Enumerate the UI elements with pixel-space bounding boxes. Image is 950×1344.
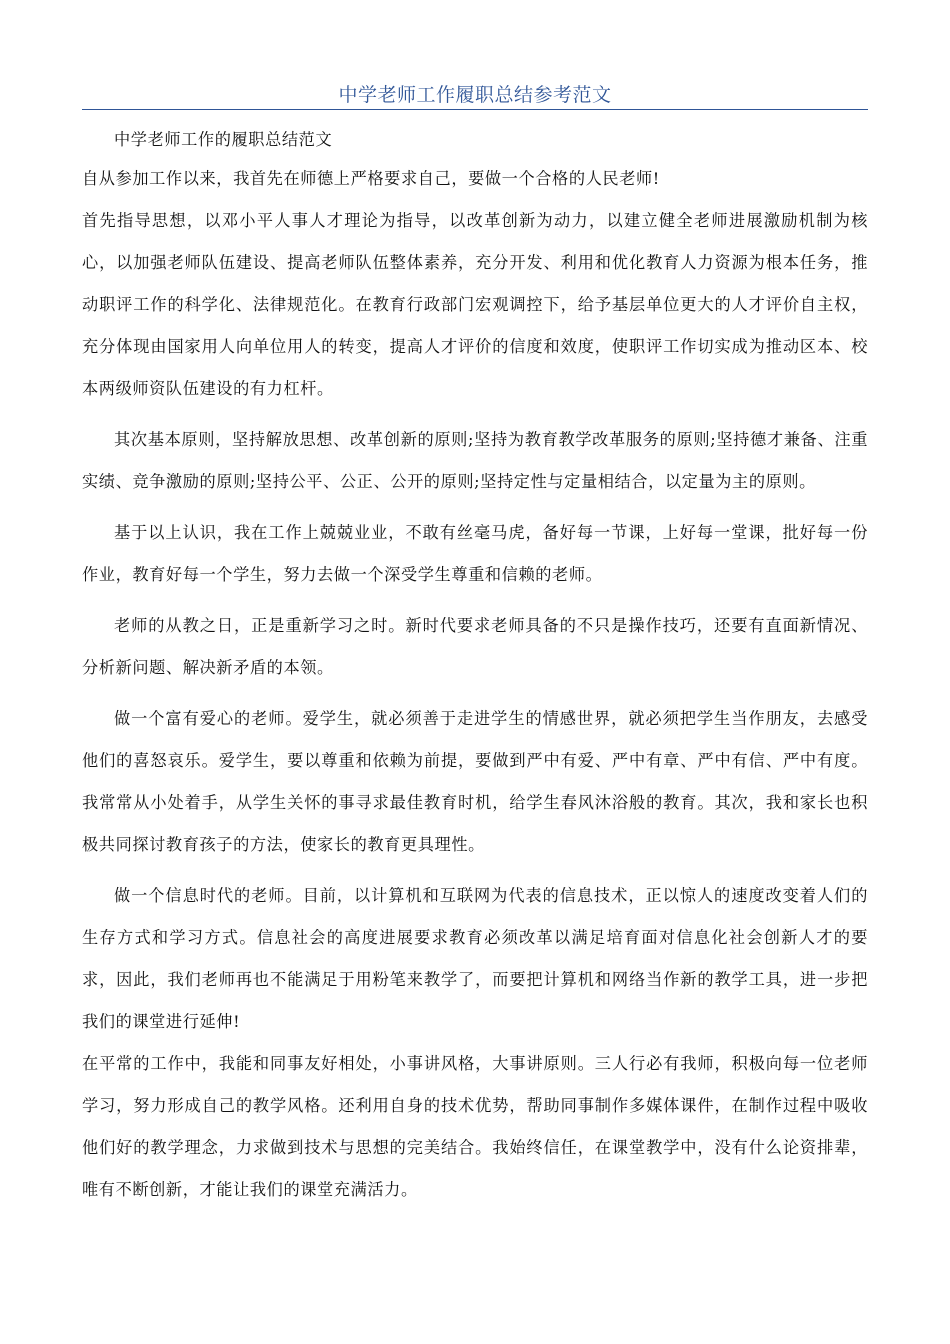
paragraph-5: 老师的从教之日，正是重新学习之时。新时代要求老师具备的不只是操作技巧，还要有直面新情况、分析新问题、解决新矛盾的本领。	[82, 616, 868, 677]
paragraph-1: 自从参加工作以来，我首先在师德上严格要求自己，要做一个合格的人民老师!	[82, 169, 660, 188]
document-body	[82, 122, 868, 1211]
paragraph-8: 在平常的工作中，我能和同事友好相处，小事讲风格，大事讲原则。三人行必有我师，积极向每一位老师学习，努力形成自己的教学风格。还利用自身的技术优势，帮助同事制作多媒体课件，在制作过程中吸收他们好的教学理念，力求做到技术与思想的完美结合。我始终信任，在课堂教学中，没有什么论资排辈，唯有不断创新，才能让我们的课堂充满活力。	[82, 1054, 868, 1199]
title-underline	[82, 109, 868, 110]
paragraph-4: 基于以上认识，我在工作上兢兢业业，不敢有丝毫马虎，备好每一节课，上好每一堂课，批好每一份作业，教育好每一个学生，努力去做一个深受学生尊重和信赖的老师。	[82, 523, 868, 584]
document-title: 中学老师工作履职总结参考范文	[338, 84, 612, 106]
paragraph-3: 其次基本原则，坚持解放思想、改革创新的原则;坚持为教育教学改革服务的原则;坚持德才兼备、注重实绩、竞争激励的原则;坚持公平、公正、公开的原则;坚持定性与定量相结合，以定量为主的原则。	[82, 430, 868, 491]
paragraph-7: 做一个信息时代的老师。目前，以计算机和互联网为代表的信息技术，正以惊人的速度改变着人们的生存方式和学习方式。信息社会的高度进展要求教育必须改革以满足培育面对信息化社会创新人才的要求，因此，我们老师再也不能满足于用粉笔来教学了，而要把计算机和网络当作新的教学工具，进一步把我们的课堂进行延伸!	[82, 886, 868, 1031]
paragraph-2: 首先指导思想，以邓小平人事人才理论为指导，以改革创新为动力，以建立健全老师进展激励机制为核心，以加强老师队伍建设、提高老师队伍整体素养，充分开发、利用和优化教育人力资源为根本任务，推动职评工作的科学化、法律规范化。在教育行政部门宏观调控下，给予基层单位更大的人才评价自主权，充分体现由国家用人向单位用人的转变，提高人才评价的信度和效度，使职评工作切实成为推动区本、校本两级师资队伍建设的有力杠杆。	[82, 211, 868, 398]
paragraph-6: 做一个富有爱心的老师。爱学生，就必须善于走进学生的情感世界，就必须把学生当作朋友，去感受他们的喜怒哀乐。爱学生，要以尊重和依赖为前提，要做到严中有爱、严中有章、严中有信、严中有度。我常常从小处着手，从学生关怀的事寻求最佳教育时机，给学生春风沐浴般的教育。其次，我和家长也积极共同探讨教育孩子的方法，使家长的教育更具理性。	[82, 709, 868, 854]
document-subtitle: 中学老师工作的履职总结范文	[114, 130, 333, 149]
